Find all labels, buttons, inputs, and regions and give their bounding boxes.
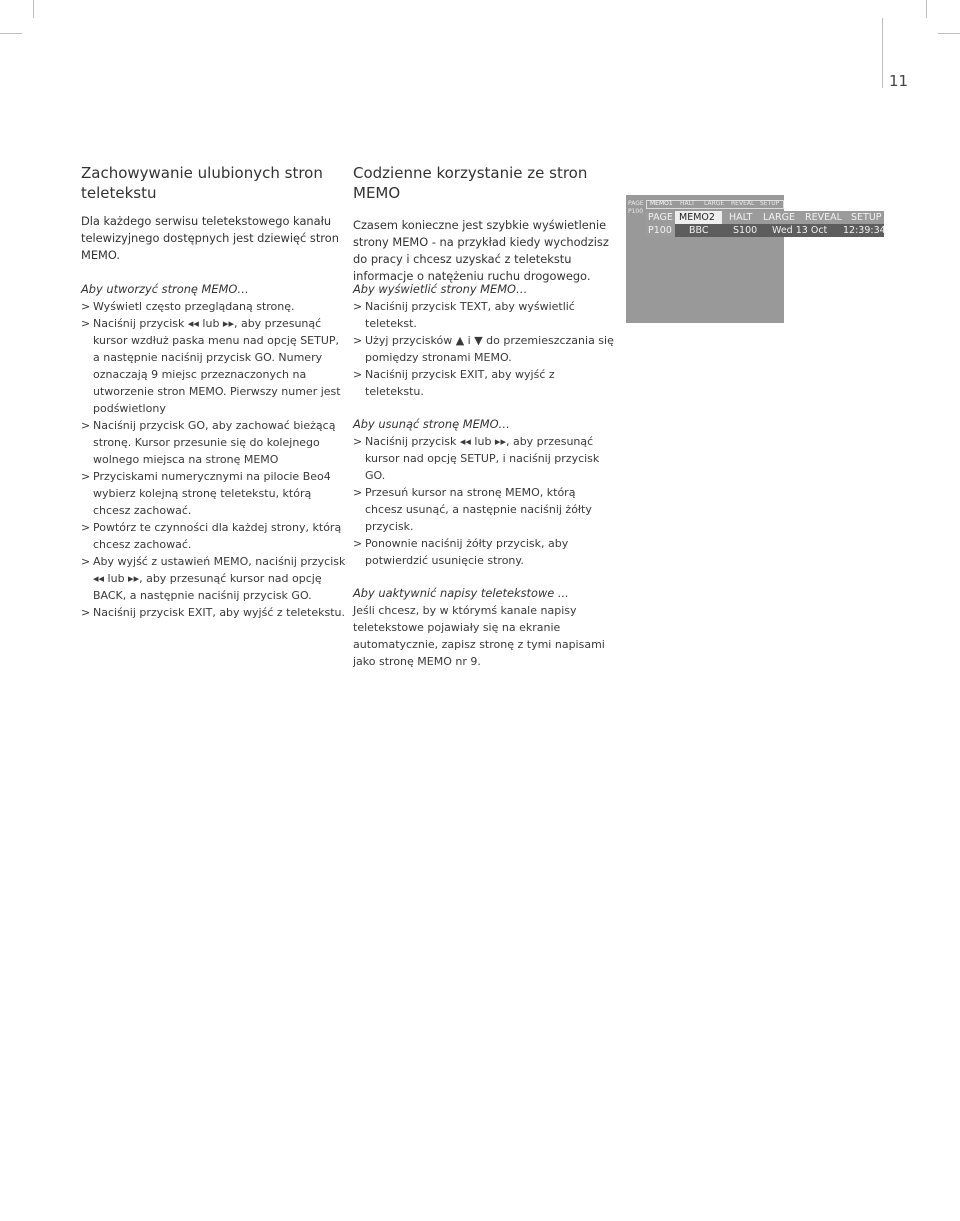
intro-text: Dla każdego serwisu teletekstowego kanału telewizyjnego dostępnych jest dziewięć stron MEMO. (81, 214, 339, 262)
small-label: SETUP (760, 200, 780, 207)
list-item: > Powtórz te czynności dla każdej strony, którą chcesz zachować. (81, 519, 346, 553)
section-heading: Codzienne korzystanie ze stron MEMO (353, 164, 588, 202)
bar-label: LARGE (763, 212, 795, 223)
teletext-menu-bar (645, 211, 884, 237)
view-memo-title: Aby wyświetlić strony MEMO… (353, 282, 528, 296)
small-label: REVEAL (731, 200, 755, 207)
list-item: > Użyj przycisków ▲ i ▼ do przemieszczania się pomiędzy stronami MEMO. (353, 332, 615, 366)
list-item: > Naciśnij przycisk ◂◂ lub ▸▸, aby przesunąć kursor wzdłuż paska menu nad opcję SETUP, a następnie naciśnij przycisk GO. Numery oznaczają 9 miejsc przeznaczonych na utworzenie stron MEMO. Pierwszy numer jest podświetlony (81, 315, 346, 417)
list-item: > Naciśnij przycisk ◂◂ lub ▸▸, aby przesunąć kursor nad opcję SETUP, i naciśnij przycisk GO. (353, 433, 615, 484)
intro-text: Czasem konieczne jest szybkie wyświetlenie strony MEMO - na przykład kiedy wychodzisz do pracy i chcesz uzyskać z teletekstu informacje o natężeniu ruchu drogowego. (353, 218, 609, 283)
bar-label: PAGE (648, 212, 673, 223)
small-label: HALT (680, 200, 695, 207)
list-item: > Wyświetl często przeglądaną stronę. (81, 298, 346, 315)
section-heading: Zachowywanie ulubionych stron teletekstu (81, 164, 323, 202)
delete-memo-steps (353, 433, 615, 569)
bar-label: S100 (733, 225, 758, 236)
crop-mark-top-left (33, 0, 34, 18)
delete-memo-title: Aby usunąć stronę MEMO… (353, 417, 510, 431)
list-item: > Ponownie naciśnij żółty przycisk, aby potwierdzić usunięcie strony. (353, 535, 615, 569)
list-item: > Naciśnij przycisk GO, aby zachować bieżącą stronę. Kursor przesunie się do kolejnego wolnego miejsca na stronę MEMO (81, 417, 346, 468)
page-number: 11 (889, 72, 909, 90)
bar-label: Wed 13 Oct (772, 225, 828, 236)
subtitles-text: Jeśli chcesz, by w którymś kanale napisy teletekstowe pojawiały się na ekranie automatycznie, zapisz stronę z tymi napisami jako stronę MEMO nr 9. (353, 604, 605, 668)
create-memo-steps (81, 298, 346, 621)
small-label: MEMO1 (650, 200, 673, 207)
page-number-rule (882, 18, 883, 88)
bar-label: SETUP (851, 212, 882, 223)
middle-column (353, 163, 615, 285)
left-steps-block (81, 281, 346, 621)
bar-label: 12:39:34 (843, 225, 886, 236)
left-column (81, 163, 346, 264)
middle-steps-block (353, 281, 615, 670)
list-item: > Naciśnij przycisk TEXT, aby wyświetlić teletekst. (353, 298, 615, 332)
small-label: P100 (628, 208, 644, 215)
bar-label: HALT (729, 212, 753, 223)
bar-label: REVEAL (805, 212, 842, 223)
list-item: > Naciśnij przycisk EXIT, aby wyjść z teletekstu. (353, 366, 615, 400)
list-item: > Przesuń kursor na stronę MEMO, którą chcesz usunąć, a następnie naciśnij żółty przycisk. (353, 484, 615, 535)
small-label: PAGE (628, 200, 644, 207)
crop-mark-left (0, 33, 22, 34)
view-memo-steps (353, 298, 615, 400)
subtitles-title: Aby uaktywnić napisy teletekstowe ... (353, 586, 569, 600)
list-item: > Naciśnij przycisk EXIT, aby wyjść z teletekstu. (81, 604, 346, 621)
crop-mark-right (938, 33, 960, 34)
bar-label: P100 (648, 225, 672, 236)
small-label: LARGE (704, 200, 725, 207)
create-memo-title: Aby utworzyć stronę MEMO… (81, 282, 249, 296)
list-item: > Przyciskami numerycznymi na pilocie Beo4 wybierz kolejną stronę teletekstu, którą chcesz zachować. (81, 468, 346, 519)
bar-label: BBC (689, 225, 709, 236)
bar-label-selected: MEMO2 (675, 211, 722, 224)
list-item: > Aby wyjść z ustawień MEMO, naciśnij przycisk ◂◂ lub ▸▸, aby przesunąć kursor nad opcję BACK, a następnie naciśnij przycisk GO. (81, 553, 346, 604)
crop-mark-top-right (926, 0, 927, 18)
